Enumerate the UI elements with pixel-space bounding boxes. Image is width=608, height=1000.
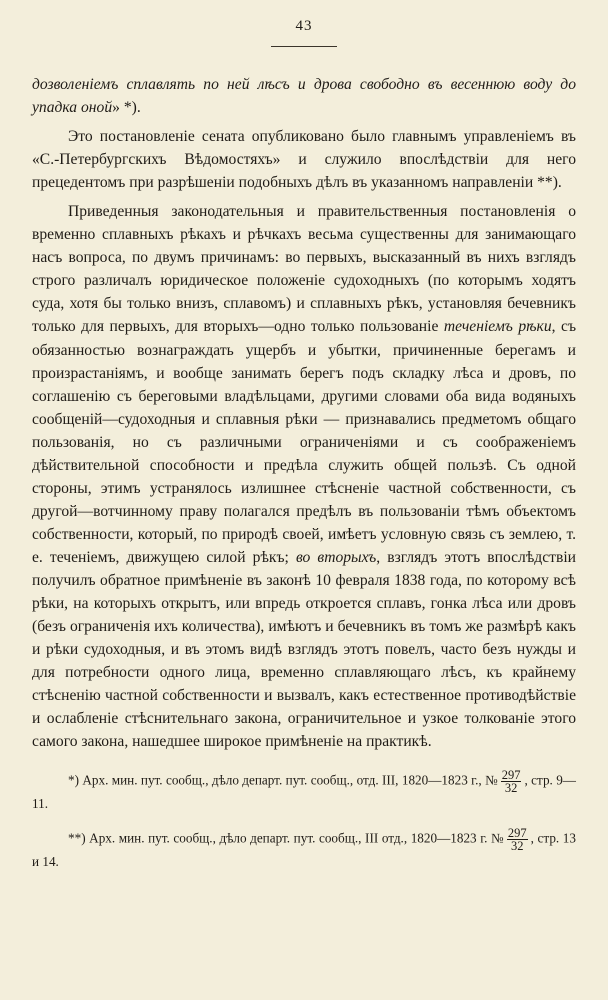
fraction-denominator: 32 xyxy=(511,839,524,854)
footnote-text: **) Арх. мин. пут. сообщ., дѣло департ. пут. сообщ., III отд., 1820—1823 г. № xyxy=(68,830,504,846)
body-text xyxy=(32,73,576,753)
fraction xyxy=(501,769,522,794)
fraction-numerator: 297 xyxy=(507,826,527,841)
footnote-text: , стр. 9—11. xyxy=(32,772,576,812)
fraction-numerator: 297 xyxy=(501,768,521,783)
footnotes xyxy=(32,769,576,871)
text-segment: теченіемъ рѣки xyxy=(443,318,552,336)
paragraph-1 xyxy=(32,73,576,119)
footnote-text: *) Арх. мин. пут. сообщ., дѣло департ. пут. сообщ., отд. III, 1820—1823 г., № xyxy=(68,772,498,788)
paragraph-3 xyxy=(32,200,576,753)
fraction xyxy=(507,827,528,852)
text-segment: дозволеніемъ сплавлять по ней лѣсъ и дрова свободно въ весеннюю воду до упадка оной xyxy=(32,76,576,117)
text-segment: Приведенныя законодательныя и правительственныя постановленія о временно сплавныхъ рѣкахъ и рѣчкахъ весьма существенны для занимающаго насъ вопроса, по двумъ причинамъ: во первыхъ, высказанный въ нихъ взглядъ строго различалъ юридическое положеніе судоходныхъ (по которымъ ходятъ суда, хотя бы только внизъ, сплавомъ) и сплавныхъ рѣкъ, установляя бечевникъ только для первыхъ, для вторыхъ—одно только пользованіе xyxy=(32,203,576,336)
text-segment: во вторыхъ xyxy=(295,548,377,566)
footnote-2 xyxy=(32,827,576,871)
text-segment: Это постановленіе сената опубликовано было главнымъ управленіемъ въ «С.-Петербургскихъ Вѣдомостяхъ» и служило впослѣдствіи для него прецедентомъ при разрѣшеніи подобныхъ дѣлъ въ указанномъ направленіи **). xyxy=(32,128,576,192)
footnote-1 xyxy=(32,769,576,813)
text-segment: , съ обязанностью вознаграждать ущербъ и убытки, причиненные берегамъ и произрастаніямъ, и вообще занимать берегъ подъ складку лѣса и дровъ, по соглашенію съ береговыми владѣльцами, другими словами оба вида водяныхъ сообщеній—судоходныя и сплавныя рѣки — признавались предметомъ общаго пользованія, но съ различными ограниченіями и съ соображеніемъ дѣйствительной способности и предѣла служить общей пользѣ. Съ одной стороны, этимъ устранялось излишнее стѣсненіе частной собственности, съ другой—вотчинному праву полагался предѣлъ въ пользованіи тѣмъ объектомъ собственности, который, по природѣ своей, имѣетъ условную связь съ землею, т. е. теченіемъ, движущею силой рѣкъ; xyxy=(32,318,577,566)
paragraph-2 xyxy=(32,125,576,194)
footnote-text: , стр. 13 и 14. xyxy=(32,830,576,870)
header-rule xyxy=(271,46,337,47)
text-segment: » *). xyxy=(112,99,141,117)
text-segment: , взглядъ этотъ впослѣдствіи получилъ обратное примѣненіе въ законѣ 10 февраля 1838 года, по которому всѣ рѣки, на которыхъ открытъ, или впредь откроется сплавъ, гонка лѣса или дровъ (безъ ограниченія ихъ количества), имѣютъ и бечевникъ въ томъ же размѣрѣ какъ и рѣки судоходныя, и въ этомъ видѣ взглядъ этотъ повелъ, часто безъ нужды и для потребности одного лица, временно сплавляющаго лѣсъ, къ крайнему стѣсненію частной собственности и вызвалъ, какъ естественное противодѣйствіе и ослабленіе стѣснительнаго закона, ограничительное и узкое толкованіе этого самого закона, нашедшее широкое примѣненіе на практикѣ. xyxy=(32,548,577,751)
page-number: 43 xyxy=(295,18,313,34)
fraction-denominator: 32 xyxy=(504,781,518,796)
